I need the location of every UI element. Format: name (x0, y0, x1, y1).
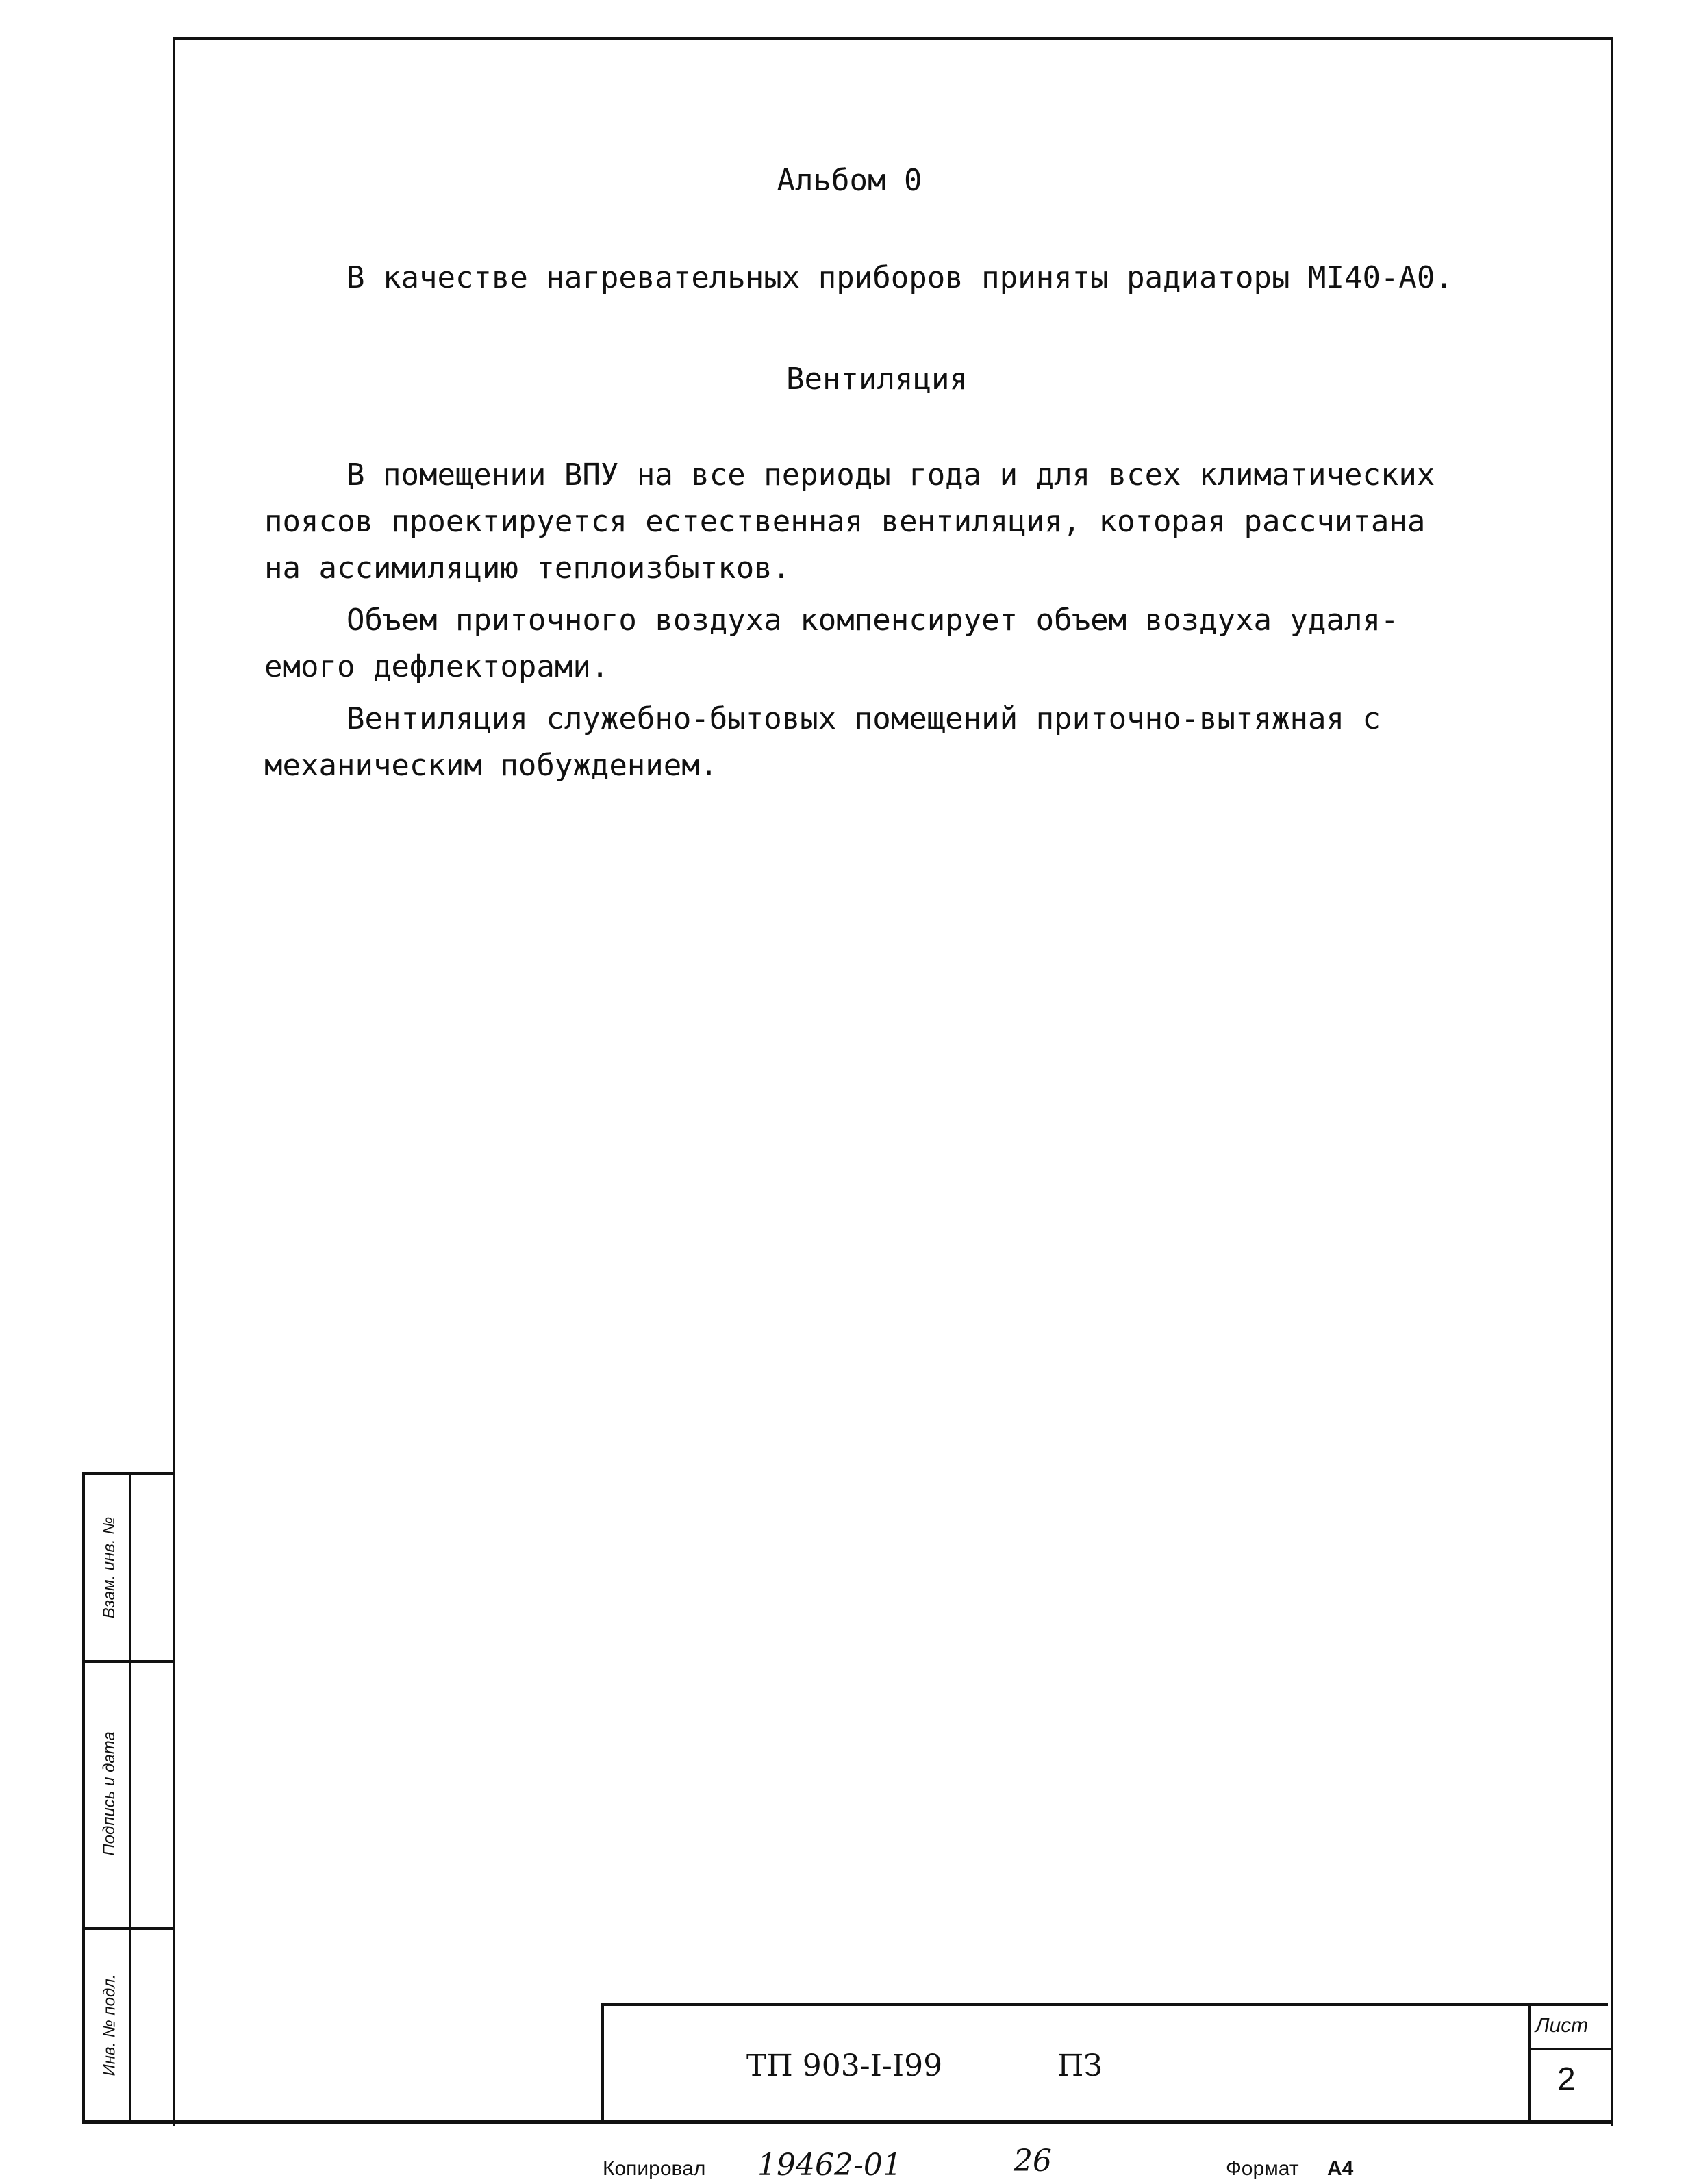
page-code: 26 (1014, 2144, 1052, 2179)
original-inventory-label: Инв. № подл. (100, 1974, 119, 2076)
ventilation-paragraph-3-line-1: Вентиляция служебно-бытовых помещений приточно-вытяжная с (347, 701, 1381, 736)
ventilation-paragraph-1-line-3: на ассимиляцию теплоизбытков. (264, 551, 791, 586)
heating-paragraph: В качестве нагревательных приборов приняты радиаторы МI40-А0. (347, 260, 1453, 295)
sheet-number: 2 (1557, 2061, 1576, 2098)
ventilation-paragraph-2-line-2: емого дефлекторами. (264, 649, 609, 684)
title-block-divider (1528, 2006, 1531, 2123)
ventilation-heading: Вентиляция (786, 362, 968, 397)
replacement-inventory-label: Взам. инв. № (100, 1516, 119, 1619)
sheet-label: Лист (1535, 2014, 1589, 2037)
page-frame (173, 37, 1613, 2126)
document-code: ТП 903-I-I99 (746, 2048, 943, 2083)
ventilation-paragraph-1-line-2: поясов проектируется естественная вентиляция, которая рассчитана (264, 504, 1426, 539)
ventilation-paragraph-3-line-2: механическим побуждением. (264, 748, 718, 783)
title-block (601, 2003, 1608, 2123)
document-suffix: ПЗ (1057, 2048, 1103, 2083)
copied-number: 19462-01 (757, 2148, 902, 2183)
margin-stamp (82, 1472, 173, 2123)
format-value: А4 (1327, 2157, 1354, 2180)
margin-stamp-divider (129, 1475, 131, 2120)
format-label: Формат (1226, 2157, 1299, 2180)
ventilation-paragraph-1-line-1: В помещении ВПУ на все периоды года и для всех климатических (347, 457, 1435, 492)
copied-label: Копировал (603, 2157, 706, 2180)
album-heading: Альбом 0 (777, 163, 922, 198)
sheet-cell-line (1528, 2048, 1611, 2050)
ventilation-paragraph-2-line-1: Объем приточного воздуха компенсирует объем воздуха удаля- (347, 603, 1399, 638)
signature-date-label: Подпись и дата (100, 1731, 119, 1856)
